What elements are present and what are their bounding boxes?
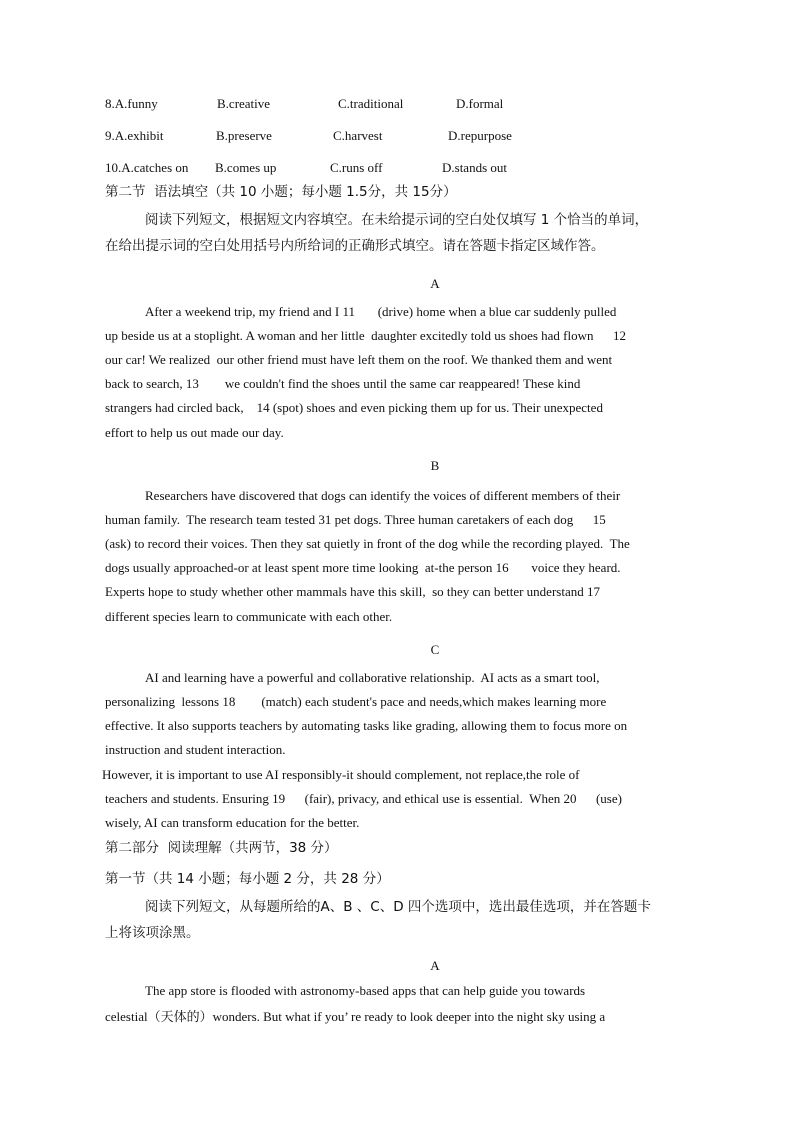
passage-line: personalizing lessons 18 (match) each student's pace and needs,which makes learning more <box>105 694 607 709</box>
passage-label: A <box>430 276 440 291</box>
passage-line: strangers had circled back, 14 (spot) shoes and even picking them up for us. Their unexpected <box>105 400 603 415</box>
passage-line: up beside us at a stoplight. A woman and her little daughter excitedly told us shoes had flown 12 <box>105 328 626 343</box>
section-heading: 第一节（共 14 小题；每小题 2 分，共 28 分） <box>105 871 390 887</box>
passage-label: B <box>430 458 440 473</box>
passage-line: However, it is important to use AI responsibly-it should complement, not replace,the role of <box>102 767 580 782</box>
option-c: C.harvest <box>333 128 383 143</box>
passage-line: human family. The research team tested 31 pet dogs. Three human caretakers of each dog 15 <box>105 512 606 527</box>
passage-line: (ask) to record their voices. Then they sat quietly in front of the dog while the recording played. The <box>105 536 630 551</box>
option-a: 9.A.exhibit <box>105 128 164 143</box>
passage-label: C <box>430 642 440 657</box>
option-c: C.runs off <box>330 160 383 175</box>
passage-line: different species learn to communicate with each other. <box>105 609 393 624</box>
option-d: D.formal <box>456 96 504 111</box>
option-c: C.traditional <box>338 96 404 111</box>
passage-line: effort to help us out made our day. <box>105 425 284 440</box>
instruction-line: 阅读下列短文，从每题所给的A、B 、C、D 四个选项中，选出最佳选项，并在答题卡 <box>145 899 651 915</box>
passage-line: teachers and students. Ensuring 19 (fair), privacy, and ethical use is essential. When 20 (use) <box>105 791 622 806</box>
passage-line: The app store is flooded with astronomy-based apps that can help guide you towards <box>145 983 586 998</box>
passage-line: AI and learning have a powerful and collaborative relationship. AI acts as a smart tool, <box>145 670 600 685</box>
passage-line: instruction and student interaction. <box>105 742 286 757</box>
passage-line: dogs usually approached-or at least spent more time looking at-the person 16 voice they heard. <box>105 560 621 575</box>
instruction-line: 在给出提示词的空白处用括号内所给词的正确形式填空。请在答题卡指定区域作答。 <box>105 238 605 254</box>
option-b: B.preserve <box>216 128 272 143</box>
part-heading: 第二部分 阅读理解（共两节，38 分） <box>105 840 338 856</box>
option-b: B.creative <box>217 96 271 111</box>
option-a: 10.A.catches on <box>105 160 189 175</box>
option-d: D.stands out <box>442 160 507 175</box>
passage-label: A <box>430 958 440 973</box>
passage-line: wisely, AI can transform education for the better. <box>105 815 360 830</box>
passage-line: After a weekend trip, my friend and I 11 (drive) home when a blue car suddenly pulled <box>145 304 617 319</box>
passage-line: Researchers have discovered that dogs can identify the voices of different members of their <box>145 488 621 503</box>
option-d: D.repurpose <box>448 128 512 143</box>
option-a: 8.A.funny <box>105 96 158 111</box>
option-b: B.comes up <box>215 160 277 175</box>
passage-line: our car! We realized our other friend must have left them on the roof. We thanked them and went <box>105 352 613 367</box>
passage-line: Experts hope to study whether other mammals have this skill, so they can better understand 17 <box>105 584 600 599</box>
instruction-line: 阅读下列短文，根据短文内容填空。在未给提示词的空白处仅填写 1 个恰当的单词， <box>145 212 649 228</box>
instruction-line: 上将该项涂黑。 <box>105 925 200 941</box>
passage-line: effective. It also supports teachers by automating tasks like grading, allowing them to focus more on <box>105 718 628 733</box>
passage-line: celestial（天体的）wonders. But what if you’ re ready to look deeper into the night sky using a <box>105 1009 606 1024</box>
section-heading: 第二节 语法填空（共 10 小题；每小题 1.5分，共 15分） <box>105 184 457 200</box>
passage-line: back to search, 13 we couldn't find the shoes until the same car reappeared! These kind <box>105 376 581 391</box>
